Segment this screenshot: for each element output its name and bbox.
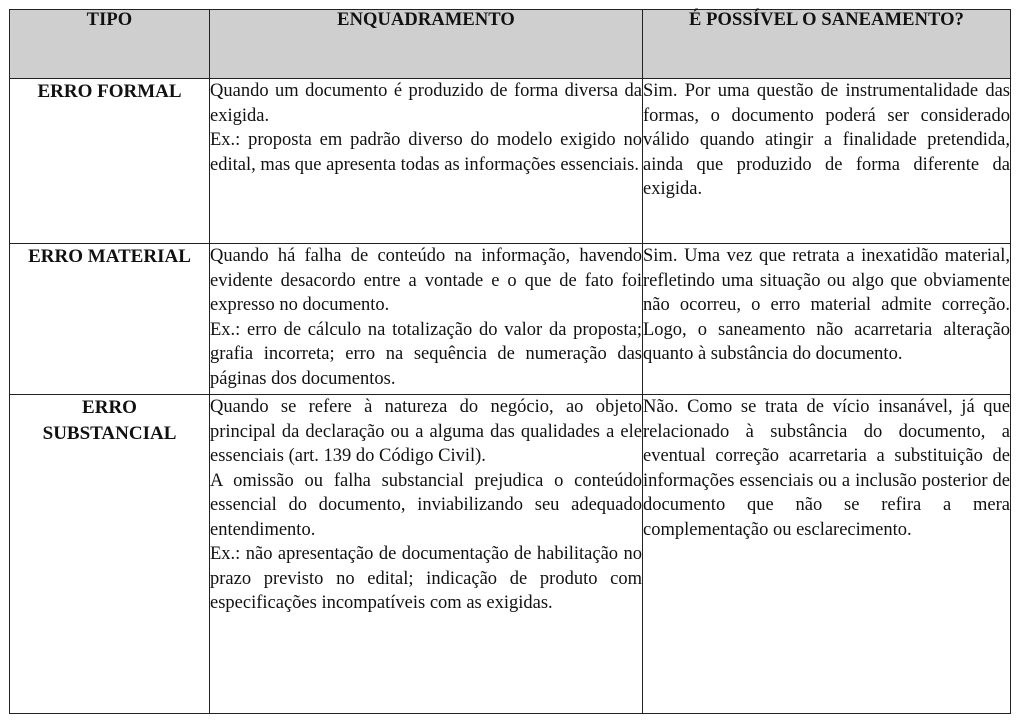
enquadramento-paragraph: Ex.: não apresentação de documentação de habilitação no prazo previsto no edital; indicação de produto com especificações incompatíveis com as exigidas. bbox=[210, 544, 642, 613]
error-types-table bbox=[9, 9, 1011, 714]
table-row-erro-formal bbox=[10, 79, 1011, 244]
saneamento-paragraph: Sim. Por uma questão de instrumentalidade das formas, o documento poderá ser considerado válido quando atingir a finalidade pretendida, ainda que produzido de forma diferente da exigida. bbox=[643, 81, 1010, 199]
saneamento-cell bbox=[643, 395, 1011, 714]
enquadramento-cell bbox=[210, 79, 643, 244]
tipo-label: ERRO MATERIAL bbox=[28, 246, 191, 267]
header-row bbox=[10, 10, 1011, 79]
saneamento-paragraph: Sim. Uma vez que retrata a inexatidão material, refletindo uma situação ou algo que obviamente não ocorreu, o erro material admite correção. Logo, o saneamento não acarretaria alteração quanto à substância do documento. bbox=[643, 246, 1010, 364]
tipo-cell bbox=[10, 79, 210, 244]
enquadramento-cell bbox=[210, 244, 643, 395]
saneamento-cell bbox=[643, 244, 1011, 395]
table-row-erro-substancial bbox=[10, 395, 1011, 714]
saneamento-cell bbox=[643, 79, 1011, 244]
table-row-erro-material bbox=[10, 244, 1011, 395]
tipo-label: ERRO FORMAL bbox=[37, 81, 182, 102]
enquadramento-cell bbox=[210, 395, 643, 714]
enquadramento-paragraph: Quando há falha de conteúdo na informação, havendo evidente desacordo entre a vontade e o que de fato foi expresso no documento. bbox=[210, 246, 642, 315]
enquadramento-paragraph: Quando um documento é produzido de forma diversa da exigida. bbox=[210, 81, 642, 126]
tipo-label-line: ERRO bbox=[82, 397, 137, 418]
enquadramento-paragraph: Ex.: erro de cálculo na totalização do valor da proposta; grafia incorreta; erro na sequência de numeração das páginas dos documentos. bbox=[210, 319, 642, 389]
header-enquadramento: ENQUADRAMENTO bbox=[210, 10, 643, 79]
enquadramento-paragraph: Quando se refere à natureza do negócio, ao objeto principal da declaração ou a alguma das qualidades a ele essenciais (art. 139 do Código Civil). bbox=[210, 397, 642, 466]
tipo-label-line: SUBSTANCIAL bbox=[42, 423, 177, 444]
tipo-cell bbox=[10, 395, 210, 714]
tipo-cell bbox=[10, 244, 210, 395]
header-saneamento: É POSSÍVEL O SANEAMENTO? bbox=[643, 10, 1011, 79]
header-tipo: TIPO bbox=[10, 10, 210, 79]
enquadramento-paragraph: A omissão ou falha substancial prejudica o conteúdo essencial do documento, inviabilizando seu adequado entendimento. bbox=[210, 470, 642, 540]
saneamento-paragraph: Não. Como se trata de vício insanável, já que relacionado à substância do documento, a eventual correção acarretaria a substituição de informações essenciais ou a inclusão posterior de documento que não se refira a mera complementação ou esclarecimento. bbox=[643, 397, 1010, 540]
enquadramento-paragraph: Ex.: proposta em padrão diverso do modelo exigido no edital, mas que apresenta todas as informações essenciais. bbox=[210, 130, 642, 175]
